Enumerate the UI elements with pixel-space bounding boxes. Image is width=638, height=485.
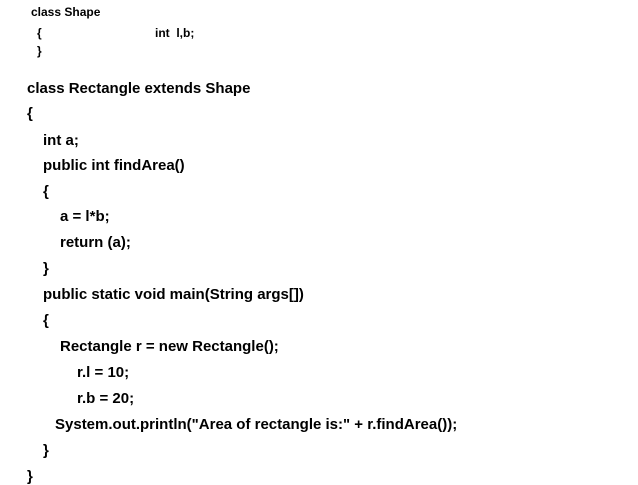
main-method-signature: public static void main(String args[]) (43, 286, 304, 303)
rectangle-close-brace: } (27, 468, 33, 485)
shape-field-declaration: int l,b; (155, 26, 195, 40)
main-open-brace: { (43, 312, 49, 329)
find-area-open-brace: { (43, 183, 49, 200)
rectangle-class-declaration: class Rectangle extends Shape (27, 80, 251, 97)
rectangle-field-declaration: int a; (43, 132, 79, 149)
main-println-line: System.out.println("Area of rectangle is:" + r.findArea()); (55, 416, 458, 433)
find-area-body-line: return (a); (60, 234, 131, 251)
main-assign-b-line: r.b = 20; (77, 390, 135, 407)
shape-class-declaration: class Shape (31, 5, 101, 19)
main-assign-l-line: r.l = 10; (77, 364, 130, 381)
rectangle-open-brace: { (27, 105, 33, 122)
find-area-signature: public int findArea() (43, 157, 185, 174)
shape-open-brace: { (37, 26, 42, 40)
main-new-object-line: Rectangle r = new Rectangle(); (60, 338, 279, 355)
main-close-brace: } (43, 442, 49, 459)
find-area-close-brace: } (43, 260, 49, 277)
find-area-body-line: a = l*b; (60, 208, 110, 225)
shape-close-brace: } (37, 44, 42, 58)
